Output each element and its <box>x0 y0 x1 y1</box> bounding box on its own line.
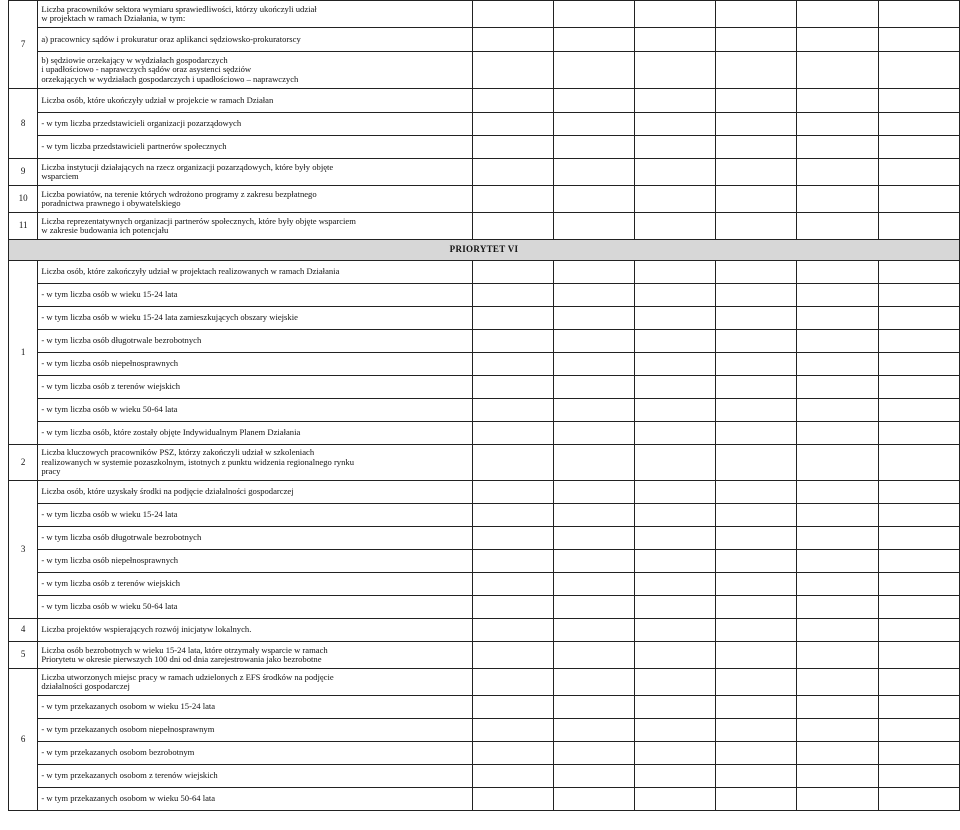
table-row <box>9 330 960 353</box>
value-cell[interactable] <box>635 213 716 240</box>
value-cell[interactable] <box>716 550 797 573</box>
table-row <box>9 422 960 445</box>
value-cell[interactable] <box>553 353 634 376</box>
value-cell[interactable] <box>635 669 716 696</box>
value-cell[interactable] <box>472 261 553 284</box>
value-cell[interactable] <box>553 596 634 619</box>
table-row <box>9 307 960 330</box>
value-cell[interactable] <box>553 642 634 669</box>
table-row <box>9 445 960 481</box>
value-cell[interactable] <box>635 422 716 445</box>
indicator-table <box>8 0 960 811</box>
indicator-label: Liczba osób, które uzyskały środki na podjęcie działalności gospodarczej <box>38 481 472 504</box>
value-cell[interactable] <box>553 330 634 353</box>
indicator-label: Liczba powiatów, na terenie których wdrożono programy z zakresu bezpłatnego poradnictwa prawnego i obywatelskiego <box>38 186 472 213</box>
value-cell[interactable] <box>878 765 959 788</box>
value-cell[interactable] <box>472 330 553 353</box>
value-cell[interactable] <box>797 481 878 504</box>
value-cell[interactable] <box>797 788 878 811</box>
value-cell[interactable] <box>878 28 959 52</box>
value-cell[interactable] <box>472 159 553 186</box>
value-cell[interactable] <box>716 422 797 445</box>
value-cell[interactable] <box>635 742 716 765</box>
table-row <box>9 353 960 376</box>
value-cell[interactable] <box>716 1 797 28</box>
table-row <box>9 619 960 642</box>
value-cell[interactable] <box>635 788 716 811</box>
value-cell[interactable] <box>878 159 959 186</box>
table-row <box>9 89 960 113</box>
value-cell[interactable] <box>878 376 959 399</box>
value-cell[interactable] <box>878 642 959 669</box>
value-cell[interactable] <box>797 642 878 669</box>
indicator-label: - w tym liczba osób długotrwale bezrobotnych <box>38 527 472 550</box>
value-cell[interactable] <box>797 696 878 719</box>
value-cell[interactable] <box>472 89 553 113</box>
row-number: 11 <box>9 213 38 240</box>
value-cell[interactable] <box>635 445 716 481</box>
value-cell[interactable] <box>635 527 716 550</box>
indicator-label: Liczba instytucji działających na rzecz organizacji pozarządowych, które były objęte wsparciem <box>38 159 472 186</box>
indicator-label: - w tym liczba osób w wieku 50-64 lata <box>38 596 472 619</box>
indicator-label: - w tym przekazanych osobom w wieku 15-24 lata <box>38 696 472 719</box>
value-cell[interactable] <box>553 399 634 422</box>
table-row <box>9 399 960 422</box>
value-cell[interactable] <box>797 527 878 550</box>
value-cell[interactable] <box>878 504 959 527</box>
value-cell[interactable] <box>716 788 797 811</box>
value-cell[interactable] <box>878 261 959 284</box>
value-cell[interactable] <box>716 28 797 52</box>
row-number: 5 <box>9 642 38 669</box>
indicator-label: a) pracownicy sądów i prokuratur oraz aplikanci sędziowsko-prokuratorscy <box>38 28 472 52</box>
value-cell[interactable] <box>797 213 878 240</box>
value-cell[interactable] <box>472 422 553 445</box>
value-cell[interactable] <box>797 619 878 642</box>
value-cell[interactable] <box>472 1 553 28</box>
value-cell[interactable] <box>472 284 553 307</box>
value-cell[interactable] <box>878 1 959 28</box>
value-cell[interactable] <box>716 481 797 504</box>
value-cell[interactable] <box>472 550 553 573</box>
value-cell[interactable] <box>553 445 634 481</box>
value-cell[interactable] <box>472 307 553 330</box>
value-cell[interactable] <box>553 307 634 330</box>
value-cell[interactable] <box>797 573 878 596</box>
value-cell[interactable] <box>472 669 553 696</box>
indicator-label: - w tym liczba przedstawicieli organizacji pozarządowych <box>38 113 472 136</box>
value-cell[interactable] <box>472 596 553 619</box>
value-cell[interactable] <box>472 527 553 550</box>
table-row <box>9 113 960 136</box>
value-cell[interactable] <box>716 353 797 376</box>
value-cell[interactable] <box>553 742 634 765</box>
value-cell[interactable] <box>797 284 878 307</box>
row-number: 10 <box>9 186 38 213</box>
indicator-label: Liczba pracowników sektora wymiaru sprawiedliwości, którzy ukończyli udział w projektach w ramach Działania, w tym: <box>38 1 472 28</box>
value-cell[interactable] <box>797 330 878 353</box>
value-cell[interactable] <box>878 481 959 504</box>
value-cell[interactable] <box>797 399 878 422</box>
value-cell[interactable] <box>472 399 553 422</box>
value-cell[interactable] <box>635 481 716 504</box>
value-cell[interactable] <box>553 573 634 596</box>
indicator-label: - w tym liczba osób w wieku 50-64 lata <box>38 399 472 422</box>
table-row <box>9 213 960 240</box>
value-cell[interactable] <box>472 788 553 811</box>
table-row <box>9 550 960 573</box>
value-cell[interactable] <box>472 28 553 52</box>
indicator-label: Liczba osób, które zakończyły udział w projektach realizowanych w ramach Działania <box>38 261 472 284</box>
value-cell[interactable] <box>635 284 716 307</box>
value-cell[interactable] <box>797 596 878 619</box>
indicator-label: - w tym liczba przedstawicieli partnerów społecznych <box>38 136 472 159</box>
value-cell[interactable] <box>553 765 634 788</box>
table-row <box>9 481 960 504</box>
value-cell[interactable] <box>472 481 553 504</box>
value-cell[interactable] <box>878 696 959 719</box>
value-cell[interactable] <box>878 742 959 765</box>
value-cell[interactable] <box>878 399 959 422</box>
value-cell[interactable] <box>716 136 797 159</box>
value-cell[interactable] <box>716 159 797 186</box>
table-row <box>9 527 960 550</box>
value-cell[interactable] <box>878 89 959 113</box>
table-row <box>9 186 960 213</box>
indicator-label: - w tym liczba osób w wieku 15-24 lata <box>38 284 472 307</box>
value-cell[interactable] <box>553 527 634 550</box>
value-cell[interactable] <box>716 52 797 89</box>
value-cell[interactable] <box>635 28 716 52</box>
value-cell[interactable] <box>635 596 716 619</box>
table-row <box>9 52 960 89</box>
value-cell[interactable] <box>797 719 878 742</box>
value-cell[interactable] <box>635 353 716 376</box>
table-row <box>9 742 960 765</box>
value-cell[interactable] <box>716 89 797 113</box>
value-cell[interactable] <box>878 550 959 573</box>
table-row <box>9 596 960 619</box>
value-cell[interactable] <box>635 619 716 642</box>
value-cell[interactable] <box>878 788 959 811</box>
table-row <box>9 159 960 186</box>
row-number: 7 <box>9 1 38 89</box>
value-cell[interactable] <box>635 330 716 353</box>
indicator-label: - w tym liczba osób długotrwale bezrobotnych <box>38 330 472 353</box>
value-cell[interactable] <box>553 113 634 136</box>
table-row <box>9 28 960 52</box>
value-cell[interactable] <box>716 376 797 399</box>
value-cell[interactable] <box>716 596 797 619</box>
table-row <box>9 504 960 527</box>
value-cell[interactable] <box>553 52 634 89</box>
row-number: 6 <box>9 669 38 811</box>
value-cell[interactable] <box>472 113 553 136</box>
indicator-label: - w tym liczba osób w wieku 15-24 lata zamieszkujących obszary wiejskie <box>38 307 472 330</box>
value-cell[interactable] <box>472 719 553 742</box>
row-number: 4 <box>9 619 38 642</box>
table-row <box>9 642 960 669</box>
value-cell[interactable] <box>635 261 716 284</box>
value-cell[interactable] <box>635 719 716 742</box>
value-cell[interactable] <box>716 186 797 213</box>
value-cell[interactable] <box>553 481 634 504</box>
table-row <box>9 376 960 399</box>
indicator-label: - w tym liczba osób z terenów wiejskich <box>38 376 472 399</box>
value-cell[interactable] <box>797 765 878 788</box>
value-cell[interactable] <box>635 550 716 573</box>
value-cell[interactable] <box>472 52 553 89</box>
value-cell[interactable] <box>878 573 959 596</box>
value-cell[interactable] <box>797 550 878 573</box>
value-cell[interactable] <box>797 52 878 89</box>
table-row <box>9 1 960 28</box>
value-cell[interactable] <box>878 284 959 307</box>
value-cell[interactable] <box>553 284 634 307</box>
value-cell[interactable] <box>878 52 959 89</box>
table-row <box>9 696 960 719</box>
table-row <box>9 788 960 811</box>
value-cell[interactable] <box>878 307 959 330</box>
value-cell[interactable] <box>472 213 553 240</box>
value-cell[interactable] <box>878 596 959 619</box>
value-cell[interactable] <box>716 527 797 550</box>
value-cell[interactable] <box>716 719 797 742</box>
value-cell[interactable] <box>472 765 553 788</box>
value-cell[interactable] <box>472 573 553 596</box>
value-cell[interactable] <box>635 504 716 527</box>
row-number: 1 <box>9 261 38 445</box>
value-cell[interactable] <box>635 159 716 186</box>
value-cell[interactable] <box>797 669 878 696</box>
value-cell[interactable] <box>878 422 959 445</box>
value-cell[interactable] <box>472 445 553 481</box>
value-cell[interactable] <box>716 642 797 669</box>
indicator-label: - w tym przekazanych osobom z terenów wiejskich <box>38 765 472 788</box>
table-row <box>9 669 960 696</box>
value-cell[interactable] <box>553 504 634 527</box>
value-cell[interactable] <box>553 28 634 52</box>
table-row <box>9 573 960 596</box>
value-cell[interactable] <box>797 136 878 159</box>
value-cell[interactable] <box>878 719 959 742</box>
indicator-label: - w tym liczba osób z terenów wiejskich <box>38 573 472 596</box>
value-cell[interactable] <box>797 261 878 284</box>
value-cell[interactable] <box>635 765 716 788</box>
value-cell[interactable] <box>716 669 797 696</box>
value-cell[interactable] <box>716 113 797 136</box>
value-cell[interactable] <box>797 353 878 376</box>
table-row <box>9 284 960 307</box>
value-cell[interactable] <box>797 445 878 481</box>
value-cell[interactable] <box>716 504 797 527</box>
indicator-label: - w tym liczba osób, które zostały objęte Indywidualnym Planem Działania <box>38 422 472 445</box>
value-cell[interactable] <box>635 307 716 330</box>
indicator-label: - w tym przekazanych osobom w wieku 50-64 lata <box>38 788 472 811</box>
value-cell[interactable] <box>635 696 716 719</box>
value-cell[interactable] <box>716 696 797 719</box>
value-cell[interactable] <box>553 136 634 159</box>
value-cell[interactable] <box>797 504 878 527</box>
value-cell[interactable] <box>553 719 634 742</box>
value-cell[interactable] <box>878 213 959 240</box>
value-cell[interactable] <box>878 445 959 481</box>
value-cell[interactable] <box>716 213 797 240</box>
value-cell[interactable] <box>716 261 797 284</box>
indicator-label: - w tym przekazanych osobom niepełnosprawnym <box>38 719 472 742</box>
value-cell[interactable] <box>878 330 959 353</box>
indicator-label: Liczba projektów wspierających rozwój inicjatyw lokalnych. <box>38 619 472 642</box>
value-cell[interactable] <box>553 619 634 642</box>
value-cell[interactable] <box>797 376 878 399</box>
priority-heading: PRIORYTET VI <box>9 240 960 261</box>
value-cell[interactable] <box>635 573 716 596</box>
value-cell[interactable] <box>635 113 716 136</box>
value-cell[interactable] <box>472 742 553 765</box>
value-cell[interactable] <box>797 159 878 186</box>
indicator-label: - w tym liczba osób w wieku 15-24 lata <box>38 504 472 527</box>
indicator-label: - w tym liczba osób niepełnosprawnych <box>38 550 472 573</box>
value-cell[interactable] <box>553 376 634 399</box>
value-cell[interactable] <box>716 742 797 765</box>
value-cell[interactable] <box>878 619 959 642</box>
value-cell[interactable] <box>797 742 878 765</box>
value-cell[interactable] <box>635 136 716 159</box>
indicator-label: b) sędziowie orzekający w wydziałach gospodarczych i upadłościowo - naprawczych sądów oraz asystenci sędziów orzekających w wydziałach gospodarczych i upadłościowo – naprawczych <box>38 52 472 89</box>
indicator-label: Liczba utworzonych miejsc pracy w ramach udzielonych z EFS środków na podjęcie działalności gospodarczej <box>38 669 472 696</box>
value-cell[interactable] <box>878 186 959 213</box>
value-cell[interactable] <box>878 527 959 550</box>
value-cell[interactable] <box>635 642 716 669</box>
value-cell[interactable] <box>635 186 716 213</box>
table-row <box>9 261 960 284</box>
value-cell[interactable] <box>553 788 634 811</box>
row-number: 3 <box>9 481 38 619</box>
priority-header-row <box>9 240 960 261</box>
value-cell[interactable] <box>635 399 716 422</box>
value-cell[interactable] <box>553 159 634 186</box>
value-cell[interactable] <box>635 1 716 28</box>
indicator-label: - w tym liczba osób niepełnosprawnych <box>38 353 472 376</box>
value-cell[interactable] <box>553 213 634 240</box>
value-cell[interactable] <box>716 619 797 642</box>
value-cell[interactable] <box>797 422 878 445</box>
value-cell[interactable] <box>553 89 634 113</box>
value-cell[interactable] <box>635 376 716 399</box>
value-cell[interactable] <box>472 136 553 159</box>
table-row <box>9 765 960 788</box>
value-cell[interactable] <box>716 399 797 422</box>
value-cell[interactable] <box>553 696 634 719</box>
value-cell[interactable] <box>553 186 634 213</box>
table-row <box>9 136 960 159</box>
value-cell[interactable] <box>797 186 878 213</box>
value-cell[interactable] <box>472 619 553 642</box>
value-cell[interactable] <box>878 669 959 696</box>
value-cell[interactable] <box>472 504 553 527</box>
value-cell[interactable] <box>553 261 634 284</box>
value-cell[interactable] <box>797 28 878 52</box>
value-cell[interactable] <box>553 669 634 696</box>
value-cell[interactable] <box>797 1 878 28</box>
value-cell[interactable] <box>797 89 878 113</box>
row-number: 8 <box>9 89 38 159</box>
table-row <box>9 719 960 742</box>
value-cell[interactable] <box>472 353 553 376</box>
value-cell[interactable] <box>472 696 553 719</box>
row-number: 2 <box>9 445 38 481</box>
value-cell[interactable] <box>472 642 553 669</box>
value-cell[interactable] <box>716 307 797 330</box>
value-cell[interactable] <box>553 550 634 573</box>
value-cell[interactable] <box>716 445 797 481</box>
value-cell[interactable] <box>797 307 878 330</box>
value-cell[interactable] <box>716 573 797 596</box>
indicator-label: - w tym przekazanych osobom bezrobotnym <box>38 742 472 765</box>
value-cell[interactable] <box>716 765 797 788</box>
indicator-label: Liczba osób, które ukończyły udział w projekcie w ramach Działan <box>38 89 472 113</box>
row-number: 9 <box>9 159 38 186</box>
value-cell[interactable] <box>878 113 959 136</box>
value-cell[interactable] <box>716 284 797 307</box>
value-cell[interactable] <box>472 376 553 399</box>
value-cell[interactable] <box>635 52 716 89</box>
indicator-label: Liczba osób bezrobotnych w wieku 15-24 lata, które otrzymały wsparcie w ramach Priorytetu w okresie pierwszych 100 dni od dnia zarejestrowania jako bezrobotne <box>38 642 472 669</box>
indicator-label: Liczba reprezentatywnych organizacji partnerów społecznych, które były objęte wsparciem w zakresie budowania ich potencjału <box>38 213 472 240</box>
value-cell[interactable] <box>878 353 959 376</box>
value-cell[interactable] <box>553 1 634 28</box>
value-cell[interactable] <box>797 113 878 136</box>
indicator-label: Liczba kluczowych pracowników PSZ, którzy zakończyli udział w szkoleniach realizowanych w systemie pozaszkolnym, istotnych z punktu widzenia regionalnego rynku pracy <box>38 445 472 481</box>
value-cell[interactable] <box>716 330 797 353</box>
value-cell[interactable] <box>553 422 634 445</box>
value-cell[interactable] <box>635 89 716 113</box>
value-cell[interactable] <box>472 186 553 213</box>
value-cell[interactable] <box>878 136 959 159</box>
